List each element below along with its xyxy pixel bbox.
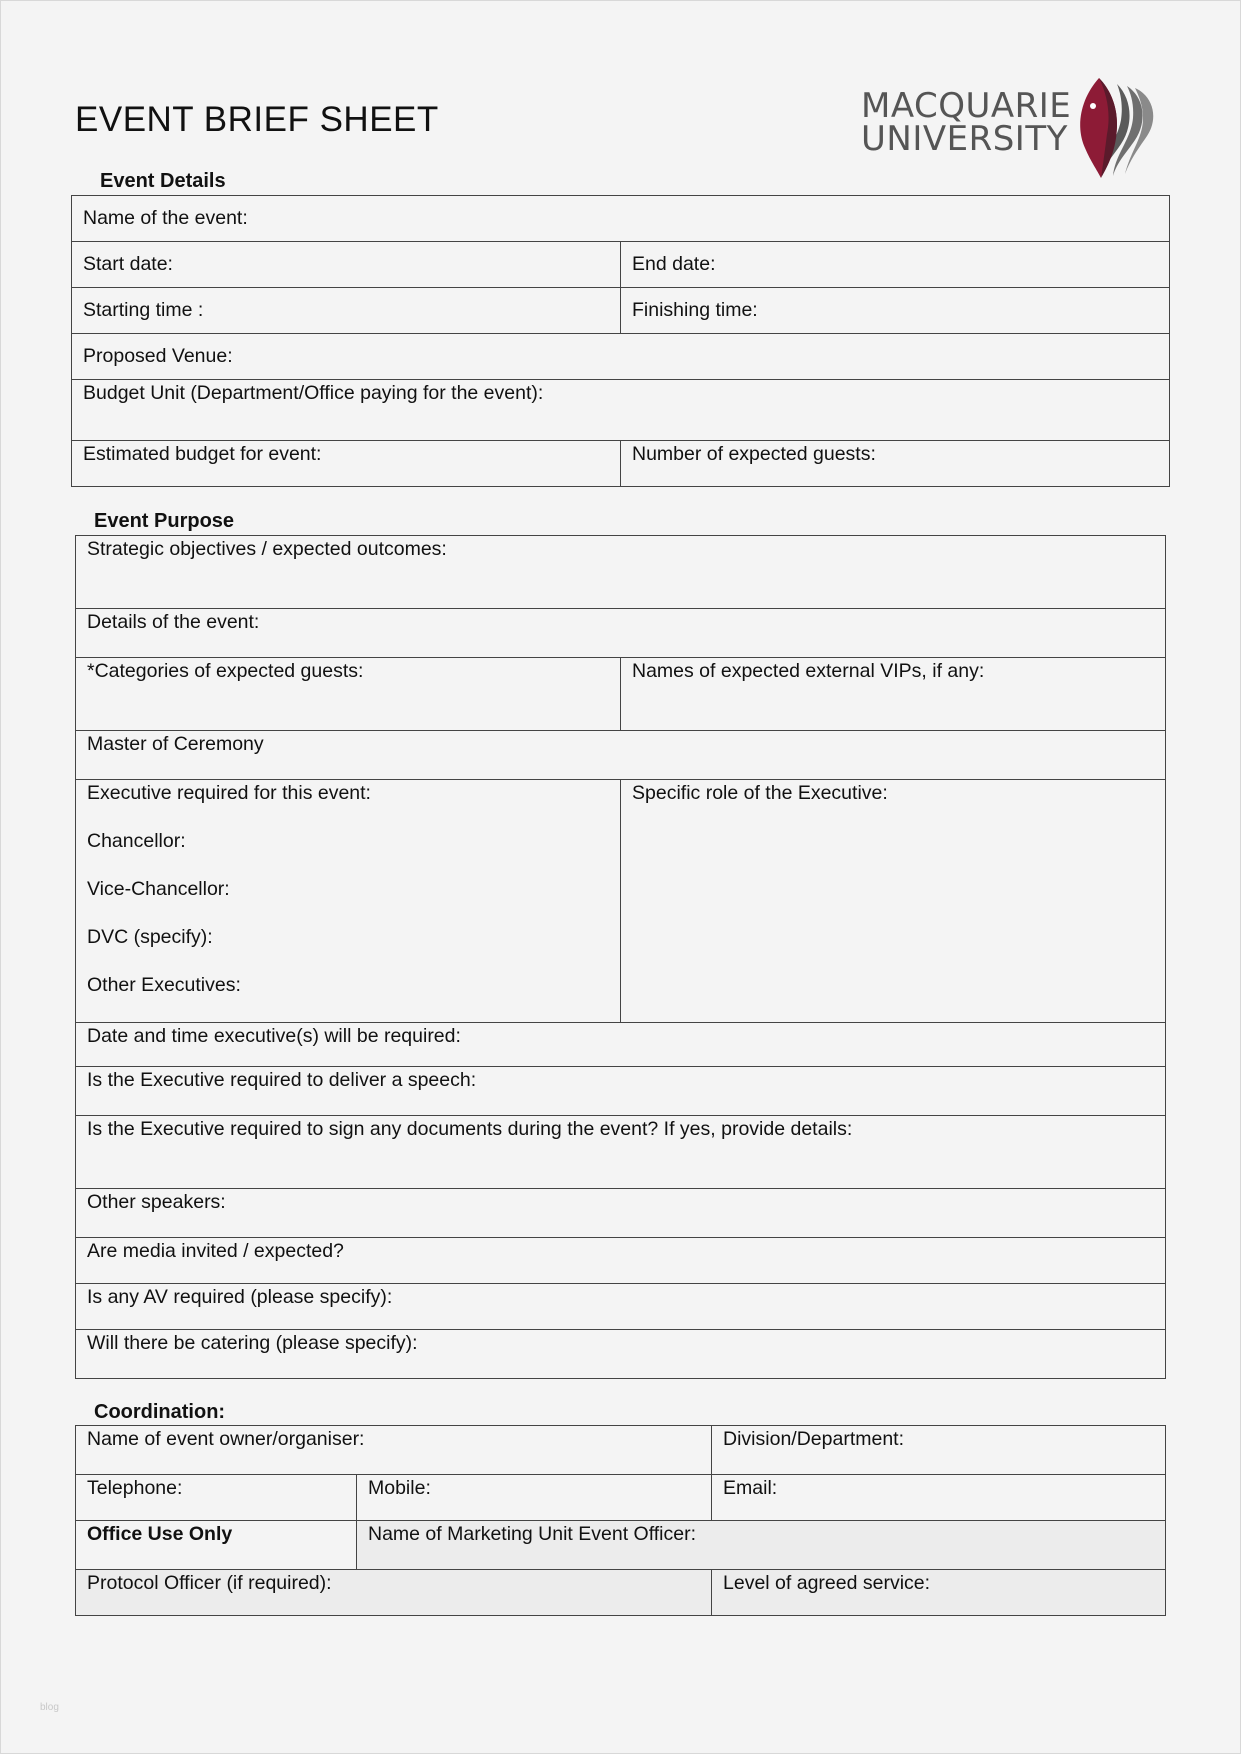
speech-field[interactable] [76,1067,1166,1116]
office-use-cell [76,1521,357,1570]
start-date-field[interactable] [72,242,621,288]
catering-label: Will there be catering (please specify): [87,1332,418,1354]
executive-role-field[interactable] [621,780,1166,1023]
section-heading-event-details: Event Details [100,170,226,192]
logo-line-2: UNIVERSITY [861,119,1068,159]
vice-chancellor-label: Vice-Chancellor: [87,878,230,900]
protocol-officer-label: Protocol Officer (if required): [87,1572,332,1594]
chancellor-label: Chancellor: [87,830,186,852]
media-field[interactable] [76,1238,1166,1284]
event-details-table [71,195,1170,487]
email-label: Email: [723,1477,778,1499]
end-date-field[interactable] [621,242,1170,288]
marketing-officer-field[interactable] [357,1521,1166,1570]
media-label: Are media invited / expected? [87,1240,344,1262]
expected-guests-field[interactable] [621,441,1170,487]
event-purpose-table [75,535,1166,1379]
dvc-label: DVC (specify): [87,926,213,948]
finishing-time-label: Finishing time: [632,299,758,321]
mobile-label: Mobile: [368,1477,431,1499]
av-label: Is any AV required (please specify): [87,1286,393,1308]
end-date-label: End date: [632,253,716,275]
event-details-text-field[interactable] [76,609,1166,658]
event-name-label: Name of the event: [83,207,248,229]
objectives-field[interactable] [76,536,1166,609]
logo-line-1: MACQUARIE [861,86,1072,126]
guest-categories-field[interactable] [76,658,621,731]
telephone-field[interactable] [76,1475,357,1521]
flame-icon [1073,78,1173,178]
watermark-text: blog [40,1702,59,1713]
estimated-budget-field[interactable] [72,441,621,487]
other-executives-label: Other Executives: [87,974,241,996]
university-logo [855,78,1170,178]
telephone-label: Telephone: [87,1477,183,1499]
budget-unit-field[interactable] [72,380,1170,441]
executive-required-label: Executive required for this event: [87,782,371,804]
executive-datetime-field[interactable] [76,1023,1166,1067]
executive-datetime-label: Date and time executive(s) will be required: [87,1025,461,1047]
guest-categories-label: *Categories of expected guests: [87,660,364,682]
section-heading-coordination: Coordination: [94,1401,226,1423]
master-of-ceremony-field[interactable] [76,731,1166,780]
other-speakers-label: Other speakers: [87,1191,226,1213]
mobile-field[interactable] [357,1475,712,1521]
sign-documents-field[interactable] [76,1116,1166,1189]
catering-field[interactable] [76,1330,1166,1379]
estimated-budget-label: Estimated budget for event: [83,443,322,465]
venue-field[interactable] [72,334,1170,380]
coordination-table [75,1425,1166,1616]
objectives-label: Strategic objectives / expected outcomes: [87,538,447,560]
expected-guests-label: Number of expected guests: [632,443,876,465]
event-owner-field[interactable] [76,1426,712,1475]
section-heading-event-purpose: Event Purpose [94,510,235,532]
division-label: Division/Department: [723,1428,904,1450]
other-speakers-field[interactable] [76,1189,1166,1238]
logo-wordmark [861,86,1072,159]
finishing-time-field[interactable] [621,288,1170,334]
event-details-text-label: Details of the event: [87,611,260,633]
service-level-label: Level of agreed service: [723,1572,931,1594]
protocol-officer-field[interactable] [76,1570,712,1616]
venue-label: Proposed Venue: [83,345,233,367]
starting-time-label: Starting time : [83,299,204,321]
start-date-label: Start date: [83,253,173,275]
event-owner-label: Name of event owner/organiser: [87,1428,365,1450]
speech-label: Is the Executive required to deliver a speech: [87,1069,477,1091]
sign-documents-label: Is the Executive required to sign any documents during the event? If yes, provide details: [87,1118,853,1140]
starting-time-field[interactable] [72,288,621,334]
vips-label: Names of expected external VIPs, if any: [632,660,985,682]
executive-role-label: Specific role of the Executive: [632,782,888,804]
office-use-label: Office Use Only [87,1523,233,1545]
marketing-officer-label: Name of Marketing Unit Event Officer: [368,1523,697,1545]
event-name-field[interactable] [72,196,1170,242]
division-field[interactable] [712,1426,1166,1475]
av-field[interactable] [76,1284,1166,1330]
vips-field[interactable] [621,658,1166,731]
budget-unit-label: Budget Unit (Department/Office paying for the event): [83,382,544,404]
email-field[interactable] [712,1475,1166,1521]
page-title: EVENT BRIEF SHEET [75,100,439,139]
master-of-ceremony-label: Master of Ceremony [87,733,264,755]
executive-required-field[interactable] [76,780,621,1023]
service-level-field[interactable] [712,1570,1166,1616]
